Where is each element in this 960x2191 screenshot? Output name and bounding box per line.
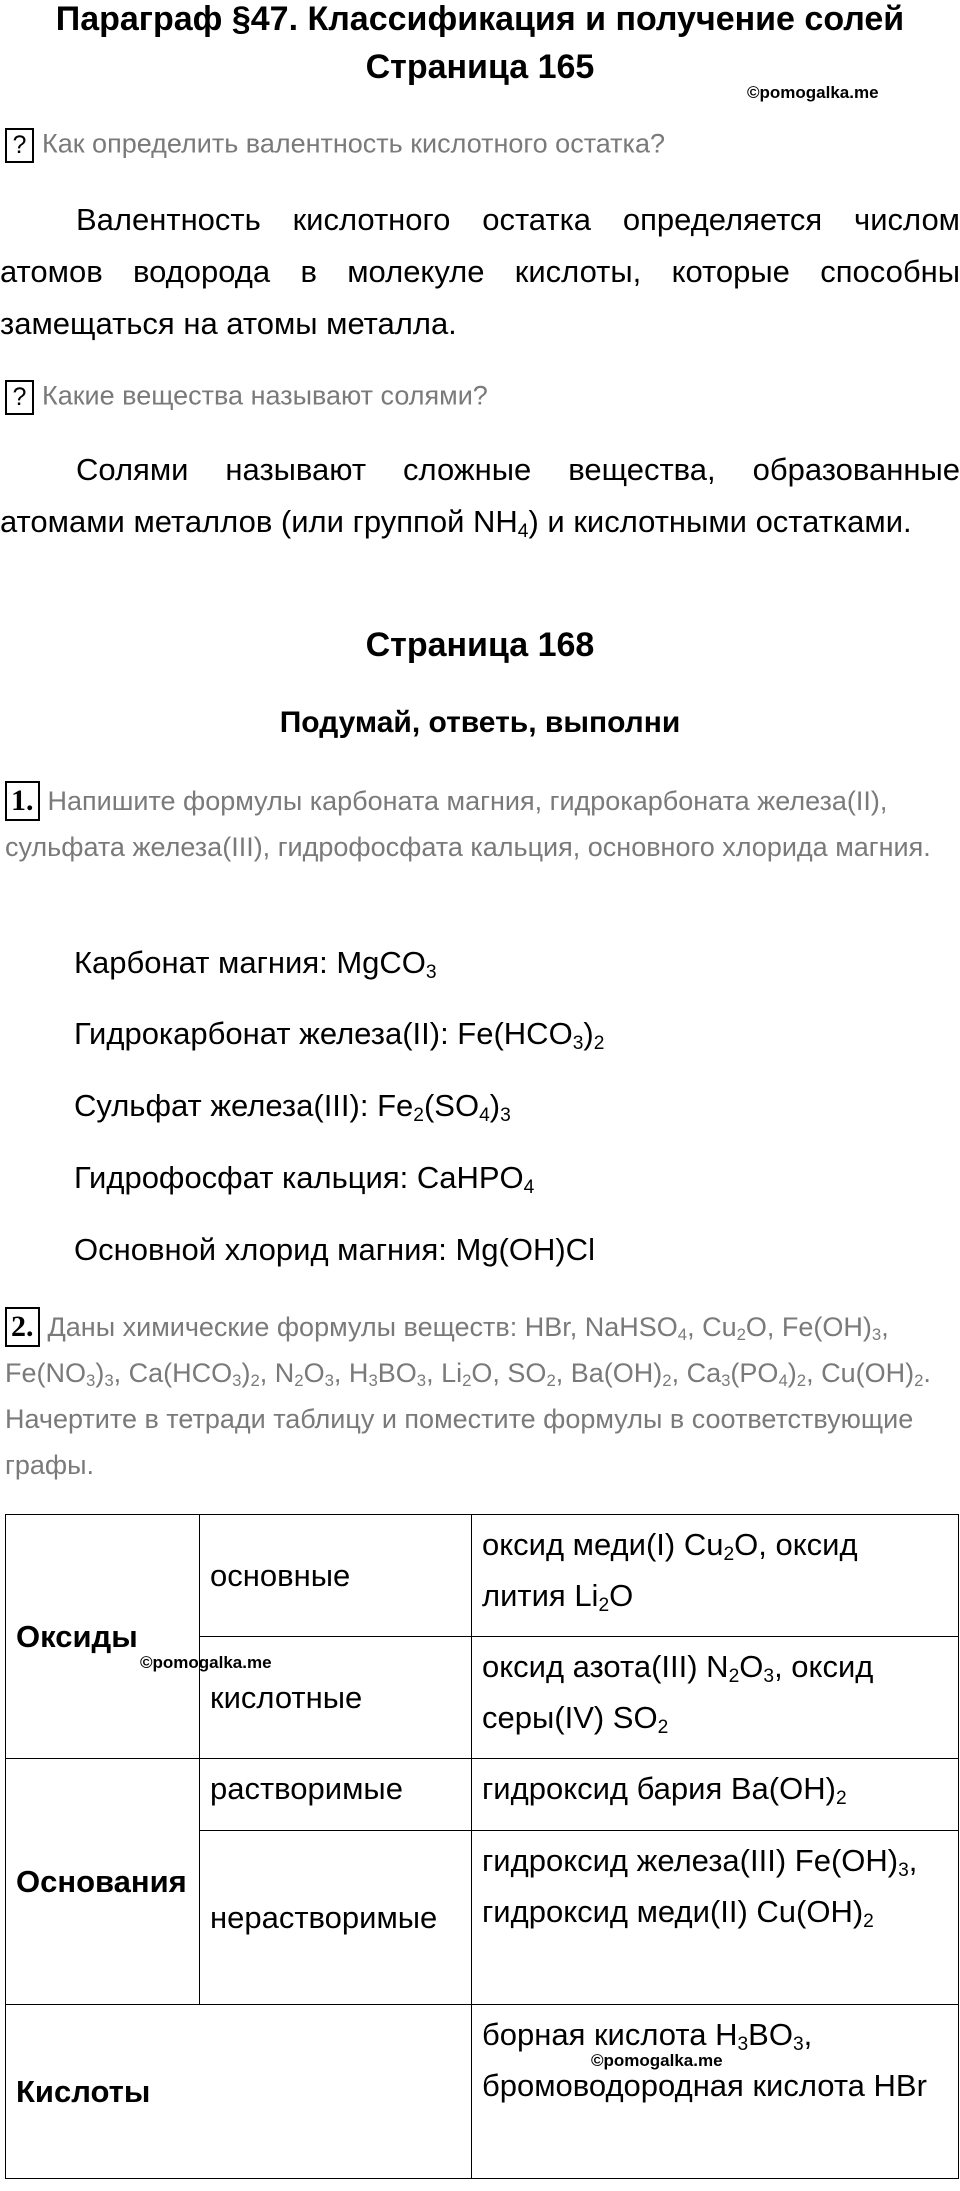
basic-oxides-value: оксид меди(I) $Cu_2O$, оксид лития $Li_2O$ xyxy=(472,1515,959,1637)
page-number-168: Страница 168 xyxy=(365,626,595,664)
question-2-text: Какие вещества называют солями? xyxy=(42,380,488,411)
insoluble-bases-value: гидроксид железа(III) $Fe(OH)_3$, гидроксид меди(II) $Cu(OH)_2$ xyxy=(472,1831,959,2005)
task-2: 2. Даны химические формулы веществ: HBr, NaHSO$_4$, $Cu_2O$, $Fe(OH)_3$, $Fe(NO_3)_3$, $Ca(HCO_3)_2$, $N_2O_3$, $H_3BO_3$, $Li_2O$, $SO_2$, $Ba(OH)_2$, $Ca_3(PO_4)_2$, $Cu(OH)_2$. Начертите в тетради таблицу и поместите формулы в соответствующие графы. xyxy=(5,1304,960,1488)
answer-basic-magnesium-chloride: Основной хлорид магния: Mg(OH)Cl xyxy=(74,1232,595,1267)
watermark: ©pomogalka.me xyxy=(747,83,879,102)
section-heading: Подумай, ответь, выполни xyxy=(279,706,681,739)
watermark: ©pomogalka.me xyxy=(591,2051,723,2070)
table-row xyxy=(6,1759,959,1831)
answer-1: Валентность кислотного остатка определяется числом атомов водорода в молекуле кислоты, которые способны замещаться на атомы металла. xyxy=(0,202,960,341)
question-mark-icon: ? xyxy=(5,380,34,415)
page-title: Параграф §47. Классификация и получение солей xyxy=(55,0,905,38)
question-1-text: Как определить валентность кислотного остатка? xyxy=(42,128,665,159)
acids-value: борная кислота $H_3BO_3$, бромоводородная кислота HBr xyxy=(472,2005,959,2179)
task-1 xyxy=(5,778,960,870)
answer-calcium-hydrophosphate: Гидрофосфат кальция: CaHPO$_4$ xyxy=(74,1160,535,1198)
task-1-text: Напишите формулы карбоната магния, гидрокарбоната железа(II), сульфата железа(III), гидрофосфата кальция, основного хлорида магния. xyxy=(5,786,931,862)
type-acidic: кислотные xyxy=(200,1637,472,1759)
answer-2: Солями называют сложные вещества, образованные атомами металлов (или группой $NH_4$) и кислотными остатками. xyxy=(0,452,960,542)
table-row xyxy=(6,1515,959,1637)
task-number-box: 2. xyxy=(5,1307,40,1347)
watermark: ©pomogalka.me xyxy=(140,1653,272,1672)
acidic-oxides-value: оксид азота(III) $N_2O_3$, оксид серы(IV) $SO_2$ xyxy=(472,1637,959,1759)
task-number-box: 1. xyxy=(5,781,40,821)
question-mark-icon: ? xyxy=(5,128,34,163)
type-insoluble: нерастворимые xyxy=(200,1831,472,2005)
table-row xyxy=(6,2005,959,2179)
group-acids: Кислоты xyxy=(6,2005,472,2179)
type-basic: основные xyxy=(200,1515,472,1637)
answer-iron-sulfate: Сульфат железа(III): $Fe_2(SO_4)_3$ xyxy=(74,1088,511,1126)
type-soluble: растворимые xyxy=(200,1759,472,1831)
classification-table xyxy=(5,1514,959,2179)
page-number-165: Страница 165 xyxy=(365,48,595,86)
group-bases: Основания xyxy=(6,1759,200,2005)
question-2 xyxy=(5,380,488,415)
question-1 xyxy=(5,128,665,163)
group-oxides: Оксиды xyxy=(6,1515,200,1759)
answer-iron-hydrocarbonate: Гидрокарбонат железа(II): $Fe(HCO_3)_2$ xyxy=(74,1016,605,1054)
soluble-bases-value: гидроксид бария $Ba(OH)_2$ xyxy=(472,1759,959,1831)
answer-magnesium-carbonate: Карбонат магния: MgCO$_3$ xyxy=(74,945,437,983)
